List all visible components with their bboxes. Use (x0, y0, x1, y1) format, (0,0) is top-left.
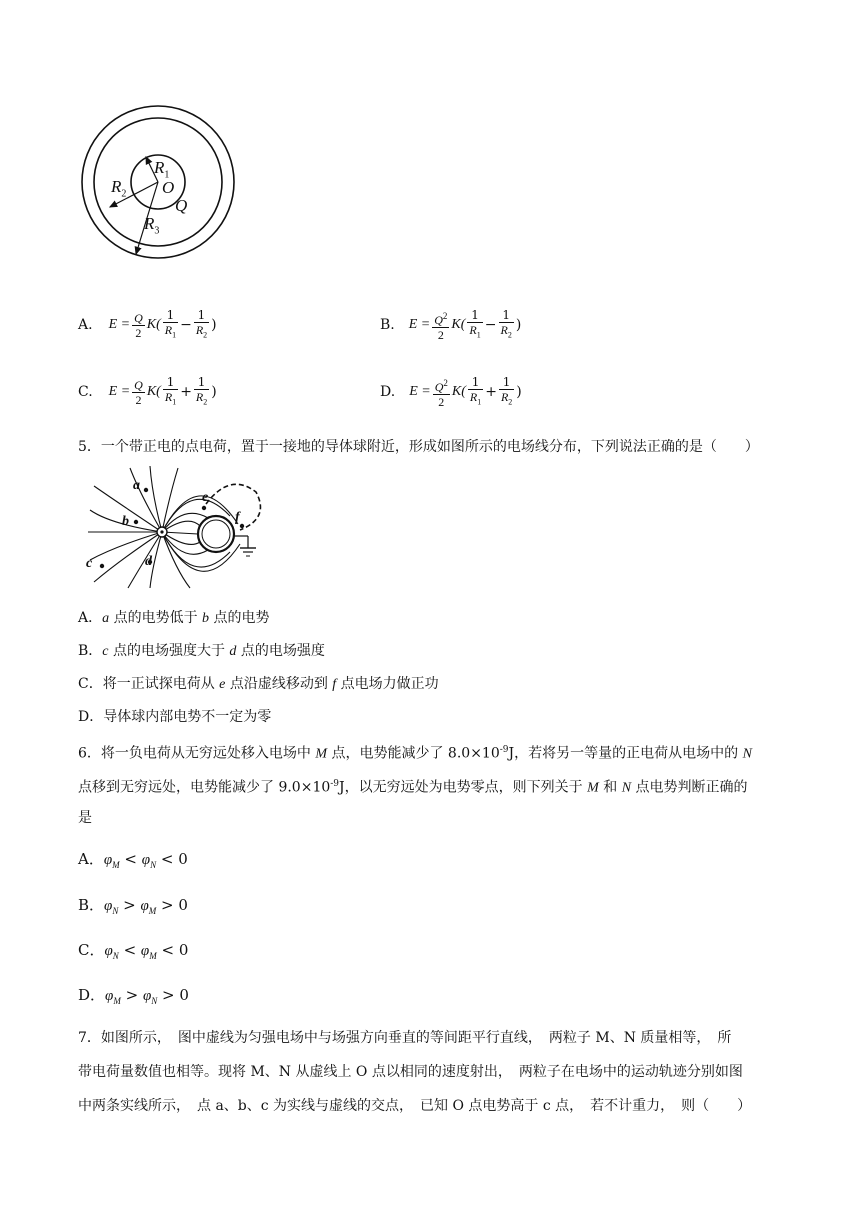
q6-option-c[interactable]: C．$\varphi_N < \varphi_M < 0$ (78, 941, 189, 961)
point-f-label: f (235, 510, 240, 525)
q7-stem-line1: 7．如图所示， 图中虚线为匀强电场中与场强方向垂直的等间距平行直线， 两粒子 M、N 质量相等， 所 (78, 1030, 732, 1046)
q4-option-d[interactable]: D. E = $\frac{Q^2}{2}$ K( $\frac{1}{R_1}$ + $\frac{1}{R_2}$ ) (380, 375, 522, 409)
q4-option-a[interactable]: A. E = $\frac{Q}{2}$ K( $\frac{1}{R_1}$ − $\frac{1}{R_2}$ ) (78, 308, 217, 340)
point-e-label: e (202, 490, 209, 505)
q6-option-d[interactable]: D．$\varphi_M > \varphi_N > 0$ (78, 986, 189, 1006)
concentric-sphere-figure (78, 100, 240, 264)
r3-label: $R_3$ (144, 214, 160, 237)
r1-label: $R_1$ (154, 158, 170, 181)
charge-q-label: Q (175, 196, 188, 215)
q6-option-a[interactable]: A．$\varphi_M < \varphi_N < 0$ (78, 850, 188, 870)
q4-option-b[interactable]: B. E = $\frac{Q^2}{2}$ K( $\frac{1}{R_1}$ − $\frac{1}{R_2}$ ) (380, 308, 522, 342)
point-b-label: b (122, 514, 129, 529)
q5-option-a[interactable]: A．a 点的电势低于 b 点的电势 (78, 610, 270, 626)
q6-stem-line3: 是 (78, 810, 92, 826)
q5-option-c[interactable]: C．将一正试探电荷从 e 点沿虚线移动到 f 点电场力做正功 (78, 676, 439, 692)
q5-option-b[interactable]: B．c 点的电场强度大于 d 点的电场强度 (78, 643, 325, 659)
r2-label: $R_2$ (111, 177, 127, 200)
q6-stem-line1: 6．将一负电荷从无穷远处移入电场中 M 点，电势能减少了 $8.0\times 10^{-9}J$，若将另一等量的正电荷从电场中的 N (78, 745, 752, 762)
point-c-label: c (86, 556, 93, 571)
q7-stem-line2: 带电荷量数值也相等。现将 M、N 从虚线上 O 点以相同的速度射出， 两粒子在电场中的运动轨迹分别如图 (78, 1064, 743, 1080)
q5-stem: 5．一个带正电的点电荷，置于一接地的导体球附近，形成如图所示的电场线分布，下列说法正确的是（ ） (78, 439, 759, 455)
point-d-label: d (145, 554, 152, 569)
q6-option-b[interactable]: B．$\varphi_N > \varphi_M > 0$ (78, 896, 188, 916)
point-a-label: a (133, 478, 140, 493)
field-lines-figure (80, 464, 270, 590)
q6-stem-line2: 点移到无穷远处，电势能减少了 $9.0\times 10^{-9}J$，以无穷远处为电势零点，则下列关于 M 和 N 点电势判断正确的 (78, 779, 748, 796)
q5-option-d[interactable]: D．导体球内部电势不一定为零 (78, 709, 272, 725)
q4-option-c[interactable]: C. E = $\frac{Q}{2}$ K( $\frac{1}{R_1}$ + $\frac{1}{R_2}$ ) (78, 375, 217, 407)
q7-stem-line3: 中两条实线所示， 点 a、b、c 为实线与虚线的交点， 已知 O 点电势高于 c 点， 若不计重力， 则（ ） (78, 1098, 752, 1114)
center-o-label: O (162, 178, 175, 197)
